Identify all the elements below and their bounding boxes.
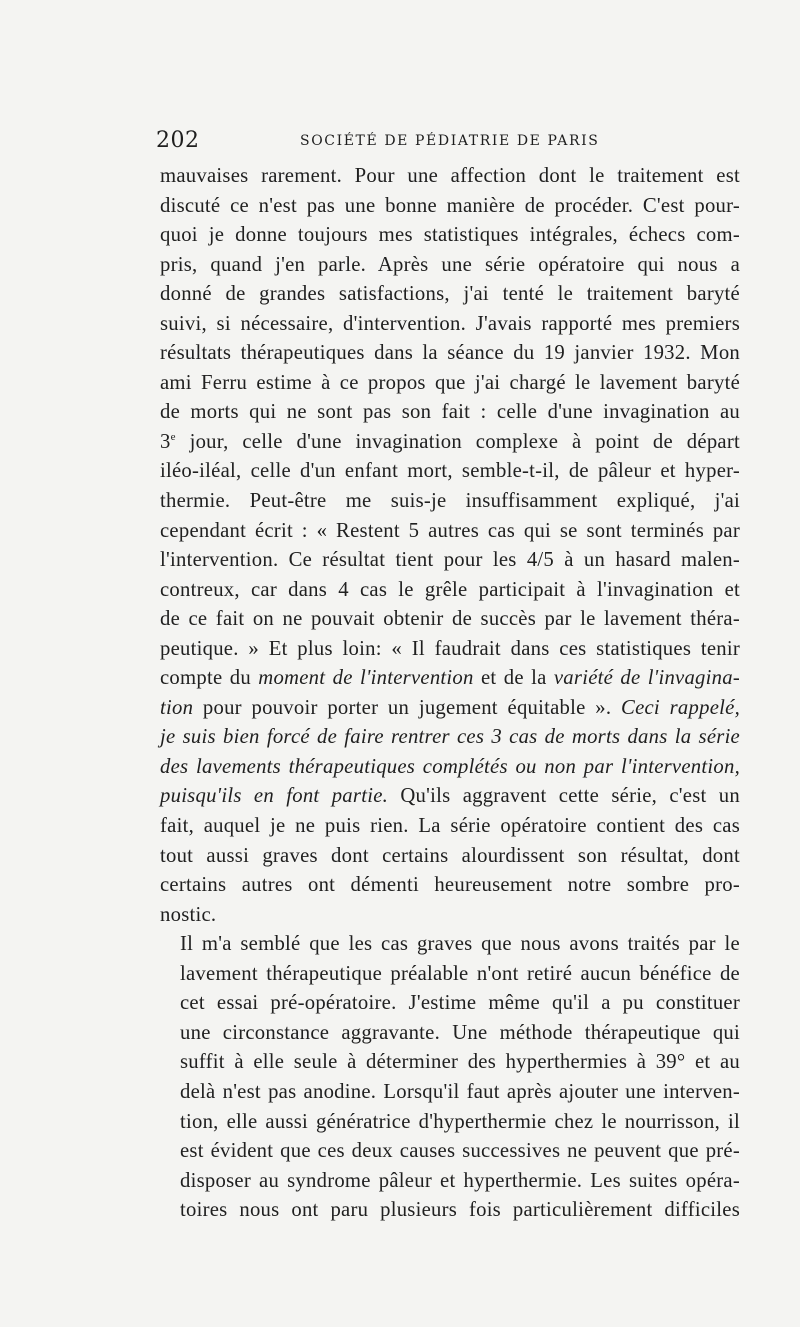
text-line xyxy=(160,428,740,458)
text-segment: tout aussi graves dont certains alourdissent son résultat, dont xyxy=(160,844,740,867)
text-segment: compte du xyxy=(160,667,259,690)
text-line xyxy=(160,457,740,487)
text-segment: jour, celle d'une invagination complexe à point de départ xyxy=(175,430,740,453)
text-line xyxy=(160,901,740,931)
text-segment: thermie. Peut-être me suis-je insuffisamment expliqué, j'ai xyxy=(160,490,740,513)
text-line xyxy=(160,546,740,576)
italic-text: puisqu'ils en font partie. xyxy=(160,785,389,808)
text-line xyxy=(160,723,740,753)
italic-text: variété de l'invagina- xyxy=(553,667,740,690)
italic-text: je suis bien forcé de faire rentrer ces 3 cas de morts dans la série xyxy=(160,726,740,749)
italic-text: Ceci rappelé, xyxy=(621,696,740,719)
text-segment: discuté ce n'est pas une bonne manière de procéder. C'est pour- xyxy=(160,194,740,217)
text-line xyxy=(160,310,740,340)
italic-text: moment de l'intervention xyxy=(258,667,474,690)
text-line xyxy=(160,1137,740,1167)
text-segment: certains autres ont démenti heureusement notre sombre pro- xyxy=(160,874,740,897)
italic-text: des lavements thérapeutiques complétés ou non par l'intervention, xyxy=(160,755,740,778)
text-segment: résultats thérapeutiques dans la séance du 19 janvier 1932. Mon xyxy=(160,342,740,365)
text-segment: donné de grandes satisfactions, j'ai tenté le traitement baryté xyxy=(160,283,740,306)
text-line xyxy=(160,339,740,369)
text-line xyxy=(160,605,740,635)
text-segment: pour pouvoir porter un jugement équitable ». xyxy=(193,696,622,719)
text-line xyxy=(160,1167,740,1197)
text-line xyxy=(160,192,740,222)
text-segment: tion, elle aussi génératrice d'hyperthermie chez le nourrisson, il xyxy=(180,1110,740,1133)
text-line xyxy=(160,487,740,517)
text-segment: l'intervention. Ce résultat tient pour les 4/5 à un hasard malen- xyxy=(160,549,740,572)
text-line xyxy=(160,871,740,901)
text-segment: disposer au syndrome pâleur et hyperthermie. Les suites opéra- xyxy=(180,1169,740,1192)
superscript: e xyxy=(170,430,176,443)
text-segment: suivi, si nécessaire, d'intervention. J'avais rapporté mes premiers xyxy=(160,312,740,335)
text-line xyxy=(160,989,740,1019)
text-segment: ami Ferru estime à ce propos que j'ai chargé le lavement baryté xyxy=(160,371,740,394)
paragraph xyxy=(160,162,740,930)
text-segment: delà n'est pas anodine. Lorsqu'il faut après ajouter une interven- xyxy=(180,1080,740,1103)
text-segment: Qu'ils aggravent cette série, c'est un xyxy=(388,785,740,808)
text-segment: est évident que ces deux causes successives ne peuvent que pré- xyxy=(180,1140,740,1163)
text-line xyxy=(160,812,740,842)
text-line xyxy=(160,782,740,812)
text-segment: nostic. xyxy=(160,903,217,926)
text-segment: cet essai pré-opératoire. J'estime même qu'il a pu constituer xyxy=(180,992,740,1015)
text-segment: pris, quand j'en parle. Après une série opératoire qui nous a xyxy=(160,253,740,276)
text-line xyxy=(160,960,740,990)
text-segment: lavement thérapeutique préalable n'ont retiré aucun bénéfice de xyxy=(180,962,740,985)
text-segment: de ce fait on ne pouvait obtenir de succès par le lavement théra- xyxy=(160,608,740,631)
text-line xyxy=(160,369,740,399)
text-line xyxy=(160,1048,740,1078)
text-line xyxy=(160,280,740,310)
text-line xyxy=(160,753,740,783)
text-segment: Il m'a semblé que les cas graves que nous avons traités par le xyxy=(180,933,740,956)
text-line xyxy=(160,1078,740,1108)
text-segment: une circonstance aggravante. Une méthode thérapeutique qui xyxy=(180,1021,740,1044)
body-text xyxy=(160,162,740,1226)
text-segment: et de la xyxy=(473,667,554,690)
paragraph xyxy=(160,930,740,1225)
text-line xyxy=(160,1108,740,1138)
italic-text: tion xyxy=(160,696,194,719)
text-line xyxy=(160,930,740,960)
text-segment: fait, auquel je ne puis rien. La série opératoire contient des cas xyxy=(160,815,740,838)
page-header xyxy=(156,128,743,158)
text-line xyxy=(160,221,740,251)
text-line xyxy=(160,162,740,192)
text-segment: iléo-iléal, celle d'un enfant mort, semble-t-il, de pâleur et hyper- xyxy=(160,460,740,483)
text-segment: mauvaises rarement. Pour une affection dont le traitement est xyxy=(160,165,740,187)
page-number: 202 xyxy=(156,128,200,153)
text-segment: suffit à elle seule à déterminer des hyperthermies à 39° et au xyxy=(180,1051,740,1074)
text-line xyxy=(160,576,740,606)
text-segment: 3 xyxy=(160,430,171,453)
text-line xyxy=(160,517,740,547)
text-line xyxy=(160,694,740,724)
text-line xyxy=(160,664,740,694)
text-line xyxy=(160,251,740,281)
text-line xyxy=(160,1019,740,1049)
text-segment: cependant écrit : « Restent 5 autres cas qui se sont terminés par xyxy=(160,519,740,542)
text-segment: de morts qui ne sont pas son fait : celle d'une invagination au xyxy=(160,401,740,424)
text-segment: quoi je donne toujours mes statistiques intégrales, échecs com- xyxy=(160,224,740,247)
text-segment: contreux, car dans 4 cas le grêle participait à l'invagination et xyxy=(160,578,740,601)
text-line xyxy=(160,842,740,872)
text-line xyxy=(160,398,740,428)
text-line xyxy=(160,635,740,665)
text-line xyxy=(160,1196,740,1226)
text-segment: peutique. » Et plus loin: « Il faudrait dans ces statistiques tenir xyxy=(160,637,740,660)
running-title: SOCIÉTÉ DE PÉDIATRIE DE PARIS xyxy=(300,133,600,149)
text-segment: toires nous ont paru plusieurs fois particulièrement difficiles xyxy=(180,1199,740,1222)
